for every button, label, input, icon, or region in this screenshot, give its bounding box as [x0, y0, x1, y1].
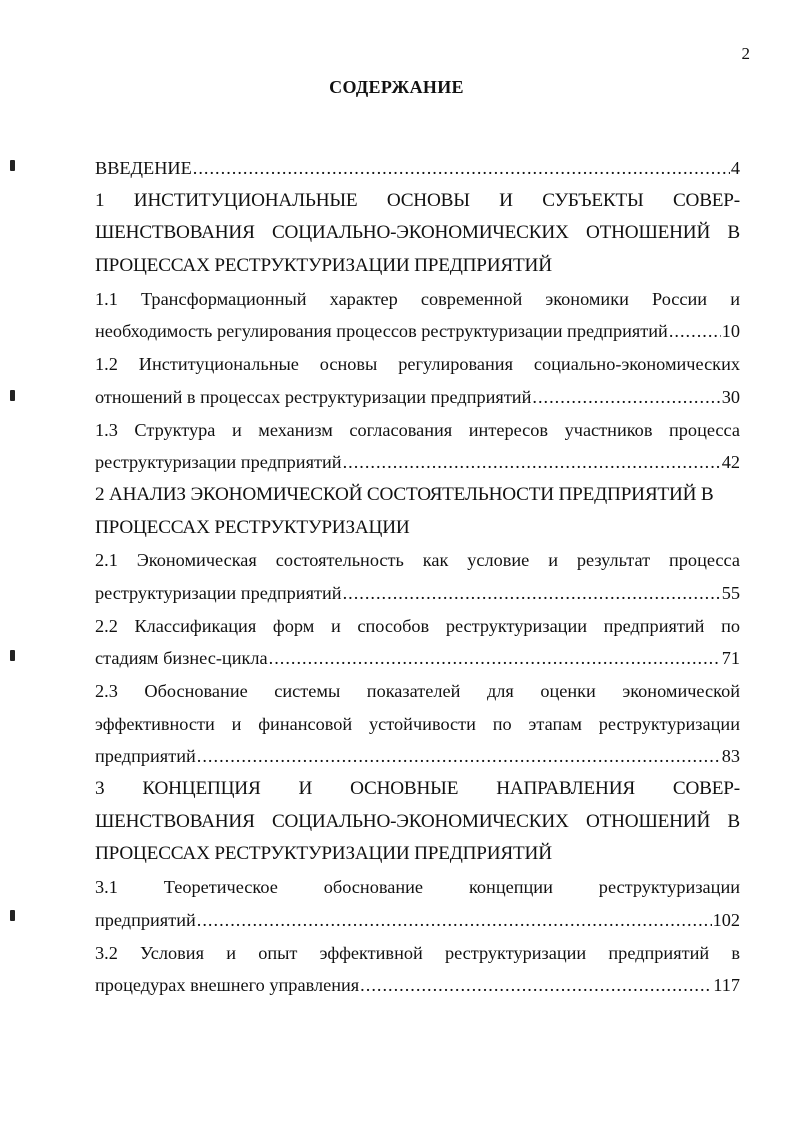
toc-page-number: 83 [721, 746, 740, 767]
page-title: СОДЕРЖАНИЕ [329, 77, 464, 97]
chapter-heading-line: ПРОЦЕССАХ РЕСТРУКТУРИЗАЦИИ ПРЕДПРИЯТИЙ [95, 255, 552, 277]
chapter-heading-line: ШЕНСТВОВАНИЯ СОЦИАЛЬНО-ЭКОНОМИЧЕСКИХ ОТНОШЕНИЙ В [95, 810, 740, 832]
toc-page-number: 30 [721, 386, 740, 407]
section-title-line: предприятий [95, 909, 196, 930]
section-title-line: 2.2 Классификация форм и способов реструктуризации предприятий по [95, 615, 740, 636]
table-of-contents [95, 152, 740, 1002]
toc-section-3-2[interactable] [95, 937, 740, 1002]
scan-mark [10, 910, 15, 921]
chapter-heading-line: ПРОЦЕССАХ РЕСТРУКТУРИЗАЦИИ ПРЕДПРИЯТИЙ [95, 843, 552, 865]
leader-dots [360, 969, 712, 1002]
toc-page-number: 102 [712, 909, 740, 930]
toc-page-number: 55 [721, 582, 740, 603]
scan-mark [10, 390, 15, 401]
toc-section-2-3[interactable] [95, 675, 740, 773]
section-title-line: 1.2 Институциональные основы регулирования социально-экономических [95, 354, 740, 375]
toc-page-number: 10 [721, 321, 740, 342]
section-title-line: эффективности и финансовой устойчивости по этапам реструктуризации [95, 713, 740, 734]
section-title-line: стадиям бизнес-цикла [95, 648, 268, 669]
page-number: 2 [741, 44, 750, 63]
leader-dots [669, 315, 721, 348]
scan-mark [10, 160, 15, 171]
chapter-heading-line: ШЕНСТВОВАНИЯ СОЦИАЛЬНО-ЭКОНОМИЧЕСКИХ ОТНОШЕНИЙ В [95, 222, 740, 244]
section-title-line: процедурах внешнего управления [95, 975, 360, 996]
section-title-line: 1.1 Трансформационный характер современной экономики России и [95, 288, 740, 309]
toc-entry-title: ВВЕДЕНИЕ [95, 158, 192, 178]
chapter-heading-line: 2 АНАЛИЗ ЭКОНОМИЧЕСКОЙ СОСТОЯТЕЛЬНОСТИ ПРЕДПРИЯТИЙ В [95, 483, 714, 505]
leader-dots [197, 740, 721, 773]
section-title-line: 3.1 Теоретическое обоснование концепции реструктуризации [95, 877, 740, 898]
toc-section-1-2[interactable] [95, 348, 740, 413]
toc-entry-intro[interactable] [95, 152, 740, 185]
section-title-line: 2.3 Обоснование системы показателей для оценки экономической [95, 681, 740, 701]
leader-dots [343, 577, 721, 610]
section-title-line: 2.1 Экономическая состоятельность как условие и результат процесса [95, 550, 740, 571]
scan-mark [10, 650, 15, 661]
leader-dots [532, 381, 720, 414]
toc-chapter-3[interactable] [95, 773, 740, 871]
chapter-heading-line: ПРОЦЕССАХ РЕСТРУКТУРИЗАЦИИ [95, 516, 410, 538]
toc-chapter-2[interactable] [95, 479, 740, 544]
toc-page-number: 42 [721, 452, 740, 473]
leader-dots [269, 642, 721, 675]
section-title-line: 1.3 Структура и механизм согласования интересов участников процесса [95, 419, 740, 440]
section-title-line: отношений в процессах реструктуризации предприятий [95, 386, 532, 407]
section-title-line: реструктуризации предприятий [95, 582, 342, 603]
section-title-line: предприятий [95, 746, 196, 767]
leader-dots [193, 152, 730, 185]
section-title-line: 3.2 Условия и опыт эффективной реструктуризации предприятий в [95, 942, 740, 963]
toc-page-number: 71 [721, 648, 740, 669]
chapter-heading-line: 3 КОНЦЕПЦИЯ И ОСНОВНЫЕ НАПРАВЛЕНИЯ СОВЕР- [95, 778, 740, 800]
toc-section-1-3[interactable] [95, 414, 740, 479]
section-title-line: необходимость регулирования процессов реструктуризации предприятий [95, 321, 668, 342]
toc-page-number: 117 [713, 975, 740, 996]
toc-section-1-1[interactable] [95, 283, 740, 348]
toc-section-2-1[interactable] [95, 544, 740, 609]
toc-section-3-1[interactable] [95, 871, 740, 936]
toc-chapter-1[interactable] [95, 185, 740, 283]
leader-dots [197, 904, 712, 937]
section-title-line: реструктуризации предприятий [95, 452, 342, 473]
toc-page-number: 4 [730, 158, 740, 178]
leader-dots [343, 446, 721, 479]
chapter-heading-line: 1 ИНСТИТУЦИОНАЛЬНЫЕ ОСНОВЫ И СУБЪЕКТЫ СОВЕР- [95, 189, 740, 211]
toc-section-2-2[interactable] [95, 610, 740, 675]
